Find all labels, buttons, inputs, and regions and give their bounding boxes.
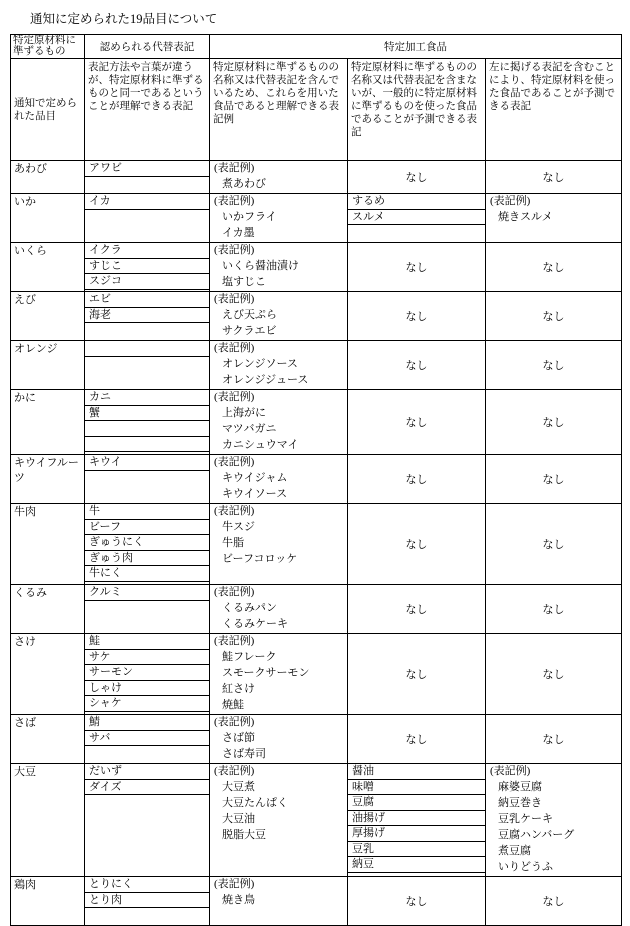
- alt-notation-cell: [85, 504, 210, 584]
- expanded-notation-cell: [486, 764, 621, 876]
- table-row: [11, 715, 621, 764]
- none-label: なし: [542, 734, 565, 746]
- example-line: さば寿司: [222, 748, 266, 760]
- none-label: なし: [542, 311, 565, 323]
- expanded-notation-cell: [486, 504, 621, 584]
- none-label: なし: [542, 604, 565, 616]
- alt-item: クルミ: [85, 585, 209, 601]
- item-name: いくら: [14, 245, 47, 257]
- table-row: [11, 764, 621, 877]
- example-line: (表記例): [214, 162, 255, 174]
- item-name: かに: [14, 392, 36, 404]
- example-notation-cell: [210, 243, 348, 291]
- example-line: 牛脂: [222, 537, 244, 549]
- alt-item: エビ: [85, 292, 209, 308]
- alt-item: サケ: [85, 650, 209, 666]
- none-label: なし: [405, 474, 428, 486]
- alt-item: [85, 341, 209, 357]
- example-line: (表記例): [214, 635, 255, 647]
- example-line: 煮あわび: [222, 178, 266, 190]
- expanded-line: (表記例): [490, 765, 531, 777]
- table-row: [11, 634, 621, 715]
- alt-item: ぎゅうにく: [85, 535, 209, 551]
- processed-item: 厚揚げ: [348, 826, 485, 842]
- item-name-cell: [11, 715, 85, 763]
- item-name-cell: [11, 455, 85, 503]
- item-name: 大豆: [14, 766, 36, 778]
- expanded-notation-cell: [486, 634, 621, 714]
- item-name-cell: [11, 504, 85, 584]
- expanded-notation-cell: [486, 877, 621, 925]
- alt-item: 海老: [85, 308, 209, 324]
- item-name: 鶏肉: [14, 879, 36, 891]
- table-header-sub-row: [11, 59, 621, 161]
- expanded-line: 麻婆豆腐: [498, 781, 542, 793]
- alt-item: アワビ: [85, 161, 209, 177]
- alt-item: ぎゅう肉: [85, 551, 209, 567]
- expanded-notation-cell: [486, 161, 621, 193]
- header-sub-example-notation: 特定原材料に準ずるものの名称又は代替表記を含んでいるため、これらを用いた食品であると理解できる表記例: [210, 59, 348, 160]
- example-line: イカ墨: [222, 227, 255, 239]
- processed-food-cell: [348, 877, 486, 925]
- example-notation-cell: [210, 161, 348, 193]
- expanded-line: いりどうふ: [498, 861, 553, 873]
- alt-item: とり肉: [85, 893, 209, 909]
- example-line: くるみケーキ: [222, 618, 288, 630]
- example-line: オレンジソース: [222, 358, 298, 370]
- example-line: くるみパン: [222, 602, 277, 614]
- alt-item: イカ: [85, 194, 209, 210]
- table-row: [11, 585, 621, 634]
- example-notation-cell: [210, 585, 348, 633]
- table-header-group-row: [11, 35, 621, 59]
- alt-item: だいず: [85, 764, 209, 780]
- none-label: なし: [542, 417, 565, 429]
- alt-item: [85, 421, 209, 437]
- example-line: (表記例): [214, 716, 255, 728]
- table-row: [11, 292, 621, 341]
- alt-item: とりにく: [85, 877, 209, 893]
- alt-item: [85, 437, 209, 453]
- processed-item: 豆腐: [348, 795, 485, 811]
- none-label: なし: [405, 896, 428, 908]
- example-line: 焼き鳥: [222, 894, 255, 906]
- item-name-cell: [11, 877, 85, 925]
- none-label: なし: [542, 262, 565, 274]
- expanded-notation-cell: [486, 243, 621, 291]
- item-name-cell: [11, 390, 85, 454]
- processed-food-cell: [348, 634, 486, 714]
- header-sub-item-name: 通知で定められた品目: [11, 59, 85, 160]
- alt-notation-cell: [85, 341, 210, 389]
- expanded-notation-cell: [486, 390, 621, 454]
- alt-item: カニ: [85, 390, 209, 406]
- example-line: いくら醤油漬け: [222, 260, 299, 272]
- example-notation-cell: [210, 634, 348, 714]
- example-line: オレンジジュース: [222, 374, 309, 386]
- processed-item: するめ: [348, 194, 485, 210]
- alt-item: サバ: [85, 731, 209, 747]
- alt-item: サーモン: [85, 665, 209, 681]
- item-name-cell: [11, 341, 85, 389]
- alt-notation-cell: [85, 455, 210, 503]
- item-name: キウイフルーツ: [14, 457, 79, 484]
- alt-item: スジコ: [85, 274, 209, 290]
- alt-item: シャケ: [85, 696, 209, 712]
- processed-item: 味噌: [348, 780, 485, 796]
- item-name-cell: [11, 292, 85, 340]
- processed-food-cell: [348, 390, 486, 454]
- allergen-table: [10, 34, 622, 926]
- example-line: 上海がに: [222, 407, 266, 419]
- item-name: さけ: [14, 636, 36, 648]
- processed-item: 納豆: [348, 857, 485, 873]
- example-line: 牛スジ: [222, 521, 255, 533]
- example-notation-cell: [210, 455, 348, 503]
- example-line: スモークサーモン: [222, 667, 310, 679]
- example-notation-cell: [210, 292, 348, 340]
- expanded-line: 納豆巻き: [498, 797, 542, 809]
- processed-food-cell: [348, 585, 486, 633]
- table-row: [11, 194, 621, 243]
- table-row: [11, 877, 621, 925]
- processed-item: 油揚げ: [348, 811, 485, 827]
- example-line: (表記例): [214, 505, 255, 517]
- item-name: さば: [14, 717, 36, 729]
- table-row: [11, 341, 621, 390]
- alt-notation-cell: [85, 390, 210, 454]
- alt-notation-cell: [85, 634, 210, 714]
- example-line: 脱脂大豆: [222, 829, 266, 841]
- expanded-notation-cell: [486, 455, 621, 503]
- example-line: ビーフコロッケ: [222, 553, 298, 565]
- table-body: [11, 161, 621, 925]
- page-title: 通知に定められた19品目について: [30, 12, 218, 26]
- header-sub-expanded-notation: 左に掲げる表記を含むことにより、特定原材料を使った食品であることが予測できる表記: [489, 62, 615, 112]
- expanded-notation-cell: [486, 585, 621, 633]
- none-label: なし: [542, 474, 565, 486]
- processed-food-cell: [348, 194, 486, 242]
- item-name-cell: [11, 585, 85, 633]
- expanded-notation-cell: [486, 194, 621, 242]
- none-label: なし: [405, 360, 428, 372]
- processed-item: 醤油: [348, 764, 485, 780]
- example-line: 焼鮭: [222, 699, 244, 711]
- alt-item: 鯖: [85, 715, 209, 731]
- alt-notation-cell: [85, 243, 210, 291]
- none-label: なし: [542, 360, 565, 372]
- item-name-cell: [11, 764, 85, 876]
- expanded-notation-cell: [486, 715, 621, 763]
- example-notation-cell: [210, 715, 348, 763]
- table-row: [11, 504, 621, 585]
- processed-food-cell: [348, 455, 486, 503]
- example-line: サクラエビ: [222, 325, 277, 337]
- example-notation-cell: [210, 877, 348, 925]
- example-line: 大豆煮: [222, 781, 255, 793]
- alt-item: 鮭: [85, 634, 209, 650]
- none-label: なし: [542, 172, 565, 184]
- item-name-cell: [11, 161, 85, 193]
- alt-item: ダイズ: [85, 780, 209, 796]
- processed-food-cell: [348, 764, 486, 876]
- alt-notation-cell: [85, 877, 210, 925]
- example-line: (表記例): [214, 586, 255, 598]
- example-line: (表記例): [214, 342, 255, 354]
- table-row: [11, 243, 621, 292]
- example-line: マツバガニ: [222, 423, 277, 435]
- processed-food-cell: [348, 715, 486, 763]
- alt-item: 牛にく: [85, 566, 209, 582]
- example-notation-cell: [210, 194, 348, 242]
- expanded-line: (表記例): [490, 195, 531, 207]
- expanded-line: 豆乳ケーキ: [498, 813, 553, 825]
- none-label: なし: [542, 669, 565, 681]
- example-line: (表記例): [214, 391, 255, 403]
- none-label: なし: [405, 669, 428, 681]
- example-line: 塩すじこ: [222, 276, 266, 288]
- expanded-notation-cell: [486, 292, 621, 340]
- example-line: (表記例): [214, 878, 255, 890]
- none-label: なし: [405, 311, 428, 323]
- processed-food-cell: [348, 341, 486, 389]
- none-label: なし: [405, 734, 428, 746]
- header-group-processed-food: 特定加工食品: [384, 42, 447, 53]
- example-line: (表記例): [214, 456, 255, 468]
- example-line: 大豆たんぱく: [222, 797, 288, 809]
- item-name: 牛肉: [14, 506, 36, 518]
- expanded-notation-cell: [486, 341, 621, 389]
- processed-food-cell: [348, 504, 486, 584]
- alt-item: イクラ: [85, 243, 209, 259]
- alt-item: キウイ: [85, 455, 209, 471]
- alt-item: ビーフ: [85, 520, 209, 536]
- alt-item: すじこ: [85, 259, 209, 275]
- header-group-quasi-ingredient: 特定原材料に準ずるもの: [11, 35, 85, 58]
- item-name: えび: [14, 294, 36, 306]
- item-name: くるみ: [14, 587, 47, 599]
- table-row: [11, 161, 621, 194]
- alt-notation-cell: [85, 292, 210, 340]
- example-line: 大豆油: [222, 813, 255, 825]
- example-line: カニシュウマイ: [222, 439, 299, 451]
- none-label: なし: [405, 262, 428, 274]
- processed-food-cell: [348, 243, 486, 291]
- example-line: さば節: [222, 732, 255, 744]
- item-name: いか: [14, 196, 36, 208]
- alt-item: 蟹: [85, 406, 209, 422]
- alt-item: 牛: [85, 504, 209, 520]
- expanded-line: 煮豆腐: [498, 845, 531, 857]
- example-notation-cell: [210, 390, 348, 454]
- item-name-cell: [11, 243, 85, 291]
- processed-food-cell: [348, 292, 486, 340]
- alt-notation-cell: [85, 585, 210, 633]
- header-sub-alt-notation: 表記方法や言葉が違うが、特定原材料に準ずるものと同一であるということが理解できる表記: [85, 59, 210, 160]
- item-name: あわび: [14, 163, 47, 175]
- example-line: キウイジャム: [222, 472, 288, 484]
- example-line: 鮭フレーク: [222, 651, 277, 663]
- example-line: えび天ぷら: [222, 309, 277, 321]
- example-line: (表記例): [214, 765, 255, 777]
- processed-food-cell: [348, 161, 486, 193]
- example-line: (表記例): [214, 195, 255, 207]
- example-notation-cell: [210, 341, 348, 389]
- header-sub-predictable-food: 特定原材料に準ずるものの名称又は代替表記を含まないが、一般的に特定原材料に準ずるものを使った食品であることが予測できる表記: [348, 59, 486, 160]
- example-line: 紅さけ: [222, 683, 255, 695]
- processed-item: 豆乳: [348, 842, 485, 858]
- table-row: [11, 390, 621, 455]
- alt-notation-cell: [85, 161, 210, 193]
- example-line: (表記例): [214, 244, 255, 256]
- none-label: なし: [542, 539, 565, 551]
- alt-notation-cell: [85, 764, 210, 876]
- table-row: [11, 455, 621, 504]
- expanded-line: 焼きスルメ: [498, 211, 553, 223]
- none-label: なし: [542, 896, 565, 908]
- none-label: なし: [405, 604, 428, 616]
- item-name-cell: [11, 194, 85, 242]
- none-label: なし: [405, 417, 428, 429]
- processed-item: スルメ: [348, 210, 485, 226]
- item-name-cell: [11, 634, 85, 714]
- item-name: オレンジ: [14, 343, 58, 355]
- example-line: いかフライ: [222, 211, 277, 223]
- none-label: なし: [405, 172, 428, 184]
- expanded-line: 豆腐ハンバーグ: [498, 829, 575, 841]
- example-notation-cell: [210, 504, 348, 584]
- example-line: キウイソース: [222, 488, 288, 500]
- none-label: なし: [405, 539, 428, 551]
- example-line: (表記例): [214, 293, 255, 305]
- alt-notation-cell: [85, 715, 210, 763]
- header-group-alt-notation: 認められる代替表記: [85, 35, 210, 58]
- example-notation-cell: [210, 764, 348, 876]
- alt-notation-cell: [85, 194, 210, 242]
- alt-item: しゃけ: [85, 681, 209, 697]
